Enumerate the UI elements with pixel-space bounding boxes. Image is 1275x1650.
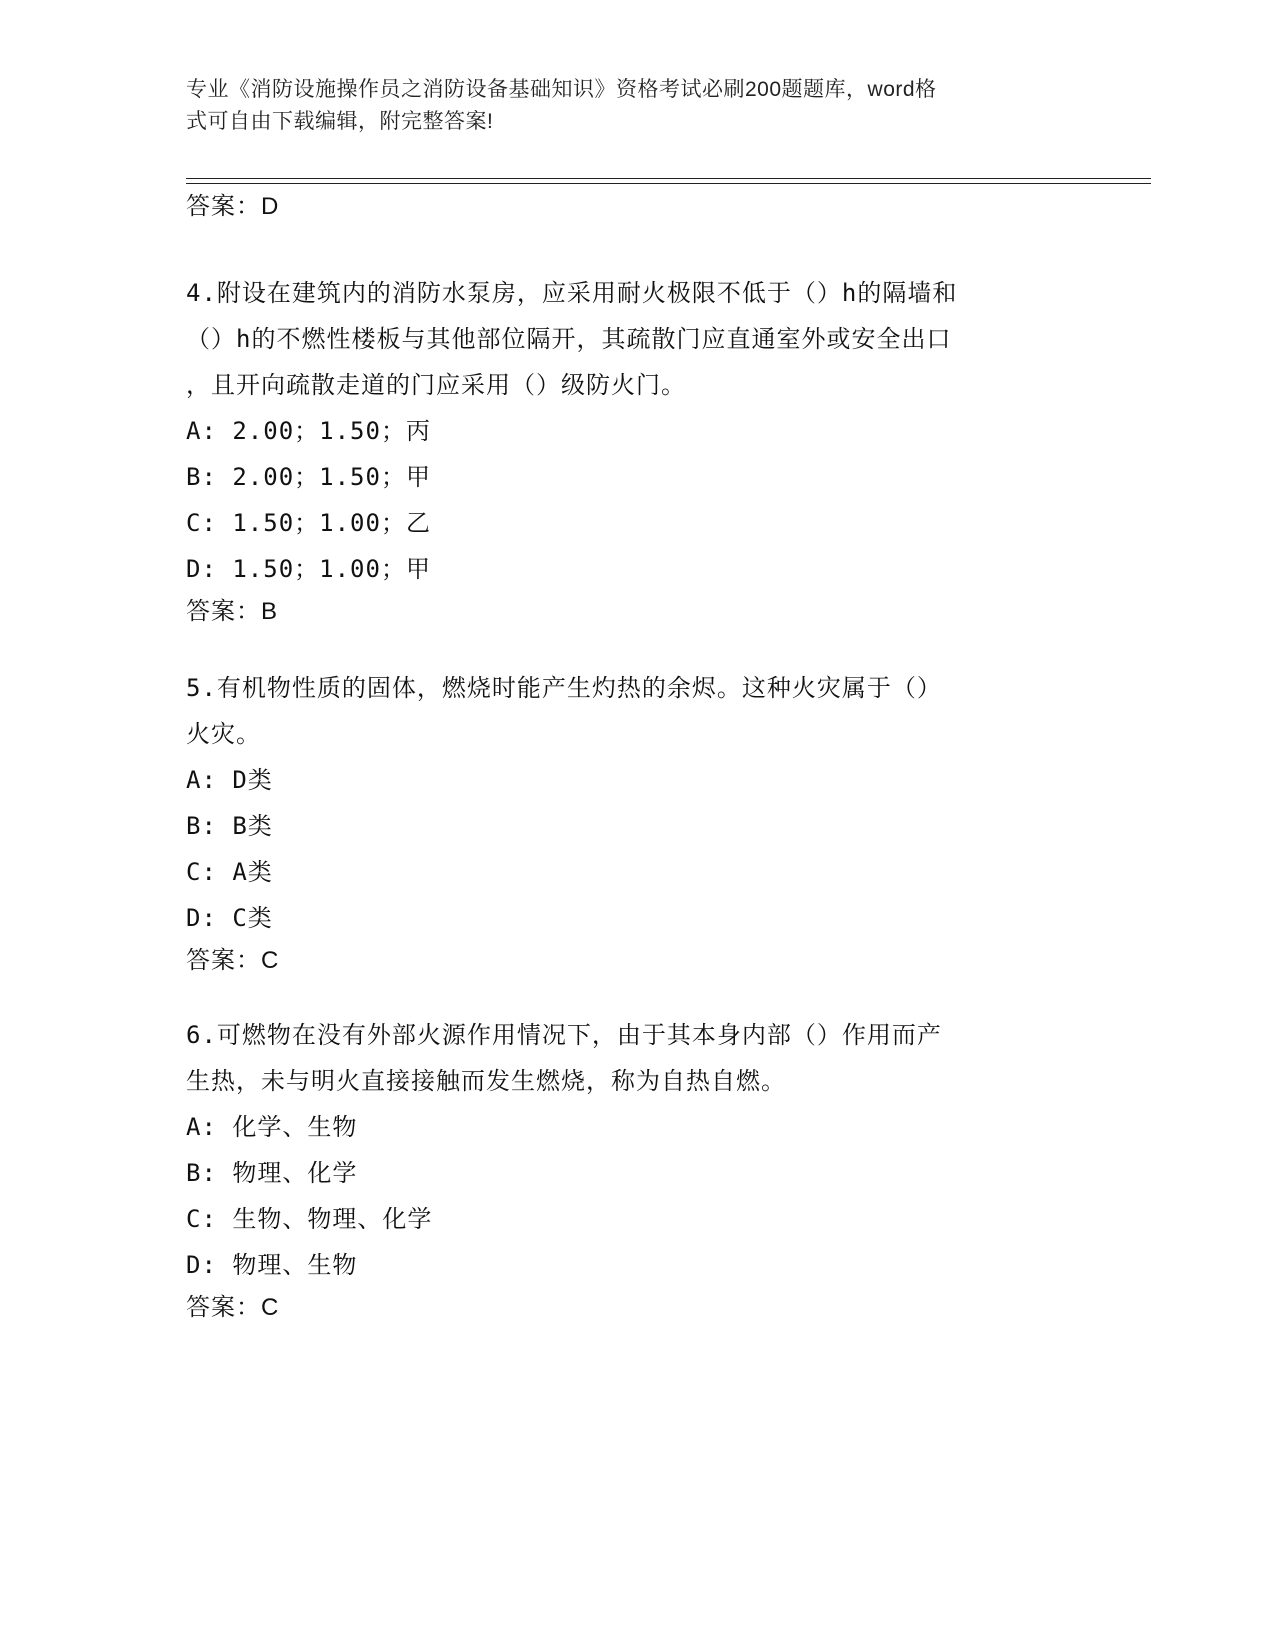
header-rule-bottom — [186, 183, 1151, 184]
header-rule-top — [186, 178, 1151, 179]
question-stem — [186, 1012, 1086, 1104]
header-line-1: 专业《消防设施操作员之消防设备基础知识》资格考试必刷200题题库，word格 — [186, 78, 937, 101]
previous-answer: 答案：D — [186, 193, 280, 220]
question-stem-line: 5.有机物性质的固体，燃烧时能产生灼热的余烬。这种火灾属于（） — [186, 674, 942, 702]
answer: 答案：C — [186, 1294, 280, 1321]
option-a: A: D类 — [186, 766, 273, 794]
option-a: A: 2.00；1.50；丙 — [186, 417, 431, 445]
question-stem-line: 4.附设在建筑内的消防水泵房，应采用耐火极限不低于（）h的隔墙和 — [186, 279, 958, 307]
question-5 — [186, 665, 1086, 977]
header-line-2: 式可自由下载编辑，附完整答案! — [186, 110, 494, 133]
question-stem-line: 生热，未与明火直接接触而发生燃烧，称为自热自燃。 — [186, 1067, 786, 1095]
question-6 — [186, 1012, 1086, 1324]
answer: 答案：B — [186, 598, 279, 625]
option-b: B: 物理、化学 — [186, 1159, 358, 1187]
question-stem-line: 火灾。 — [186, 720, 261, 748]
option-b: B: B类 — [186, 812, 273, 840]
question-stem — [186, 665, 1086, 757]
question-stem-line: （）h的不燃性楼板与其他部位隔开，其疏散门应直通室外或安全出口 — [186, 325, 952, 353]
option-d: D: C类 — [186, 904, 273, 932]
option-d: D: 物理、生物 — [186, 1251, 358, 1279]
question-4 — [186, 270, 1086, 628]
option-b: B: 2.00；1.50；甲 — [186, 463, 431, 491]
answer: 答案：C — [186, 947, 280, 974]
question-stem-line: 6.可燃物在没有外部火源作用情况下，由于其本身内部（）作用而产 — [186, 1021, 942, 1049]
option-c: C: 1.50；1.00；乙 — [186, 509, 431, 537]
option-c: C: A类 — [186, 858, 273, 886]
page-header — [186, 74, 1066, 138]
option-a: A: 化学、生物 — [186, 1113, 358, 1141]
option-d: D: 1.50；1.00；甲 — [186, 555, 431, 583]
question-stem-line: ，且开向疏散走道的门应采用（）级防火门。 — [186, 371, 686, 399]
option-c: C: 生物、物理、化学 — [186, 1205, 433, 1233]
question-stem — [186, 270, 1086, 408]
